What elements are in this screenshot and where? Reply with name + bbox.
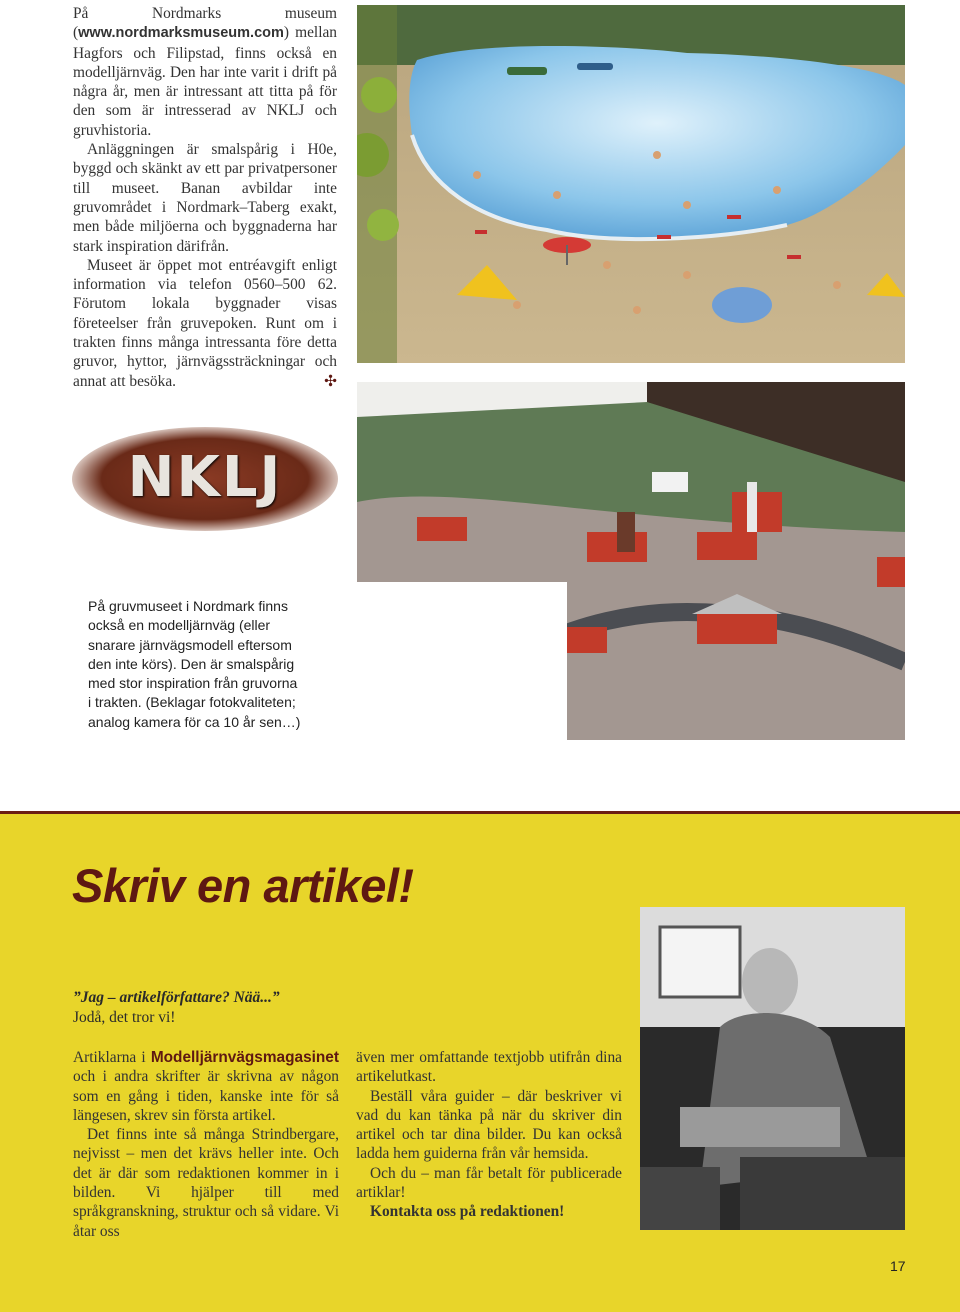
- caption-line: den inte körs). Den är smalspårig: [88, 655, 295, 672]
- intro-p1-end: ) mellan Hagfors och Filipstad, finns också en modelljärnväg. Den har inte varit i drift på några år, men är intressant att titta på för den som är intresserad av NKLJ och gruvhistoria.: [73, 24, 337, 139]
- right-paragraph-2: Beställ våra guider – där beskriver vi vad du kan tänka på när du skriver din artikel och tar dina bilder. Du kan också ladda hem guiderna från vår hemsida.: [356, 1087, 622, 1163]
- caption-line: med stor inspiration från gruvorna: [88, 675, 298, 692]
- left-paragraph-1: [73, 1048, 339, 1125]
- caption-line: På gruvmuseet i Nordmark finns: [88, 598, 288, 614]
- article-right-column: [356, 1048, 622, 1222]
- left-p1-start: Artiklarna i: [73, 1049, 151, 1066]
- right-paragraph-1: även mer omfattande textjobb utifrån dina artikelutkast.: [356, 1049, 622, 1086]
- beach-model-illustration: [357, 5, 905, 363]
- write-article-heading: Skriv en artikel!: [72, 859, 414, 912]
- left-p1-end: och i andra skrifter är skrivna av någon som en gång i tiden, kanske inte för så längesen, skrev sin första artikel.: [73, 1068, 339, 1124]
- writer-photo: [640, 907, 905, 1230]
- quote-question: ”Jag – artikelförfattare? Nää...”: [73, 989, 280, 1006]
- mine-photo-caption: [88, 597, 348, 732]
- intro-p1-start: På Nordmarks museum (: [73, 5, 337, 42]
- caption-line: analog kamera för ca 10 år sen…): [88, 713, 301, 730]
- intro-p3-text: Museet är öppet mot entréavgift enligt information via telefon 0560–500 62. Förutom lokala byggnader visas företeelser från gruvepoken. Runt om i trakten finns många intressanta före detta gruvor, hyttor, järnvägssträckningar och annat att besöka.: [73, 256, 337, 390]
- intro-text: [73, 4, 337, 391]
- caption-line: snarare järnvägsmodell eftersom: [88, 636, 292, 653]
- mine-model-illustration: [357, 382, 905, 740]
- caption-line: i trakten. (Beklagar fotokvaliteten;: [88, 694, 296, 711]
- intro-paragraph-1: [73, 4, 337, 140]
- museum-url[interactable]: www.nordmarksmuseum.com: [78, 25, 284, 42]
- magazine-name: Modelljärnvägsmagasinet: [150, 1049, 339, 1066]
- caption-line: också en modelljärnväg (eller: [88, 617, 271, 634]
- quote-answer: Jodå, det tror vi!: [73, 1009, 176, 1026]
- page-number: 17: [890, 1258, 906, 1274]
- writer-illustration: [640, 907, 905, 1230]
- intro-paragraph-3: [73, 256, 337, 391]
- contact-editor-text: Kontakta oss på redaktionen!: [370, 1203, 565, 1221]
- writer-quote: [73, 988, 280, 1028]
- intro-paragraph-2: Anläggningen är smalspårig i H0e, byggd och skänkt av ett par privatpersoner till museet. Banan avbildar inte gruvområdet i Nordmark–Taberg exakt, men både miljöerna och byggnaderna har stark inspiration därifrån.: [73, 141, 337, 255]
- end-mark-icon: ✣: [324, 371, 337, 390]
- left-paragraph-2: Det finns inte så många Strindbergare, nejvisst – men det krävs heller inte. Och det är där som redaktionen kommer in i bilden. Vi hjälper till med språkgranskning, struktur och så vidare. Vi åtar oss: [73, 1126, 339, 1240]
- beach-model-photo: [357, 5, 905, 363]
- nklj-logo-text: NKLJ: [127, 445, 283, 510]
- nklj-logo: [72, 427, 338, 531]
- mine-model-photo: [357, 382, 905, 740]
- right-paragraph-3: Och du – man får betalt för publicerade artiklar!: [356, 1164, 622, 1202]
- article-left-column: [73, 1048, 339, 1241]
